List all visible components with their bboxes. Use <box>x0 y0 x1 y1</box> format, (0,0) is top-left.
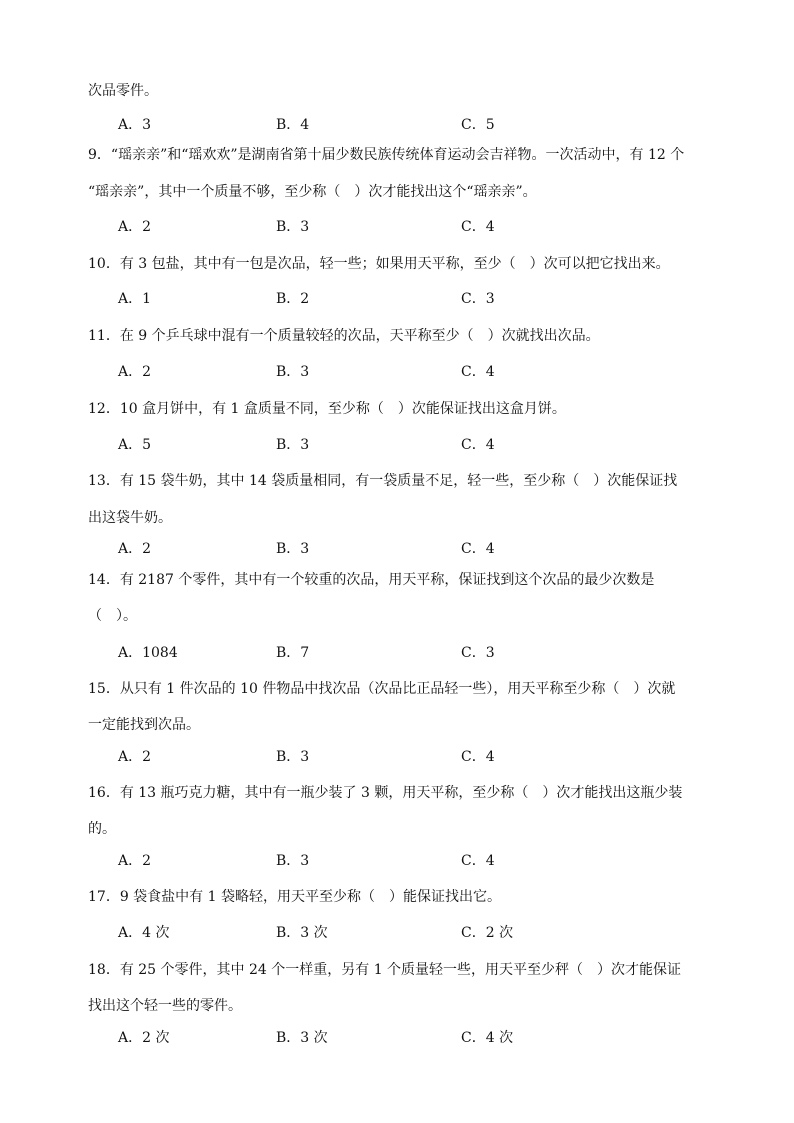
q12-option-b: B．3 <box>276 437 310 453</box>
q13-option-b: B．3 <box>276 541 310 557</box>
q10-text-line-1: 10．有 3 包盐，其中有一包是次品，轻一些；如果用天平称，至少（ ）次可以把它找出来。 <box>88 256 670 272</box>
q14-text-line-2: （ ）。 <box>88 608 137 624</box>
q13-text-line-2: 出这袋牛奶。 <box>88 510 172 526</box>
q10-option-c: C．3 <box>461 291 495 307</box>
q16-option-c: C．4 <box>461 853 495 869</box>
q8-option-b: B．4 <box>276 117 310 133</box>
q14-option-c: C．3 <box>461 645 495 661</box>
q15-text-line-2: 一定能找到次品。 <box>88 717 200 733</box>
q13-option-a: A．2 <box>118 541 152 557</box>
q8-options <box>0 116 794 134</box>
q16-text-line-2: 的。 <box>88 821 116 837</box>
q14-options <box>0 644 794 662</box>
q8-option-c: C．5 <box>461 117 495 133</box>
q18-option-b: B．3 次 <box>276 1030 328 1046</box>
q8-text-line-2: 次品零件。 <box>88 83 158 99</box>
q13-options <box>0 540 794 558</box>
q16-text-line-1: 16．有 13 瓶巧克力糖，其中有一瓶少装了 3 颗，用天平称，至少称（ ）次才能找出这瓶少装 <box>88 785 683 801</box>
q17-text-line-1: 17．9 袋食盐中有 1 袋略轻，用天平至少称（ ）能保证找出它。 <box>88 889 501 905</box>
q10-option-a: A．1 <box>118 291 152 307</box>
q11-option-c: C．4 <box>461 364 495 380</box>
q12-option-c: C．4 <box>461 437 495 453</box>
q17-option-c: C．2 次 <box>461 925 514 941</box>
q14-option-a: A．1084 <box>118 645 178 661</box>
q9-options <box>0 218 794 236</box>
q11-option-b: B．3 <box>276 364 310 380</box>
q15-option-a: A．2 <box>118 749 152 765</box>
q12-option-a: A．5 <box>118 437 152 453</box>
q9-text-line-2: “瑶亲亲”，其中一个质量不够，至少称（ ）次才能找出这个“瑶亲亲”。 <box>88 184 537 200</box>
q18-text-line-1: 18．有 25 个零件，其中 24 个一样重，另有 1 个质量轻一些，用天平至少秤（ ）次才能保证 <box>88 962 682 978</box>
q13-text-line-1: 13．有 15 袋牛奶，其中 14 袋质量相同，有一袋质量不足，轻一些，至少称（ ）次能保证找 <box>88 473 678 489</box>
q15-option-b: B．3 <box>276 749 310 765</box>
q9-text-line-1: 9．“瑶亲亲”和“瑶欢欢”是湖南省第十届少数民族传统体育运动会吉祥物。一次活动中，有 12 个 <box>88 147 685 163</box>
q15-text-line-1: 15．从只有 1 件次品的 10 件物品中找次品（次品比正品轻一些），用天平称至少称（ ）次就 <box>88 681 676 697</box>
q11-text-line-1: 11．在 9 个乒乓球中混有一个质量较轻的次品，天平称至少（ ）次就找出次品。 <box>88 328 600 344</box>
q14-option-b: B．7 <box>276 645 310 661</box>
q15-option-c: C．4 <box>461 749 495 765</box>
q18-text-line-2: 找出这个轻一些的零件。 <box>88 998 242 1014</box>
q18-option-c: C．4 次 <box>461 1030 514 1046</box>
q13-option-c: C．4 <box>461 541 495 557</box>
q16-option-a: A．2 <box>118 853 152 869</box>
q9-option-c: C．4 <box>461 219 495 235</box>
q9-option-b: B．3 <box>276 219 310 235</box>
q11-option-a: A．2 <box>118 364 152 380</box>
q17-options <box>0 924 794 942</box>
q18-option-a: A．2 次 <box>118 1030 170 1046</box>
q14-text-line-1: 14．有 2187 个零件，其中有一个较重的次品，用天平称，保证找到这个次品的最少次数是 <box>88 572 655 588</box>
q16-option-b: B．3 <box>276 853 310 869</box>
q16-options <box>0 852 794 870</box>
q10-options <box>0 290 794 308</box>
q17-option-a: A．4 次 <box>118 925 170 941</box>
q15-options <box>0 748 794 766</box>
q11-options <box>0 363 794 381</box>
q9-option-a: A．2 <box>118 219 152 235</box>
q18-options <box>0 1029 794 1047</box>
q12-text-line-1: 12．10 盒月饼中，有 1 盒质量不同，至少称（ ）次能保证找出这盒月饼。 <box>88 401 566 417</box>
q10-option-b: B．2 <box>276 291 310 307</box>
q8-option-a: A．3 <box>118 117 152 133</box>
q12-options <box>0 436 794 454</box>
q17-option-b: B．3 次 <box>276 925 328 941</box>
